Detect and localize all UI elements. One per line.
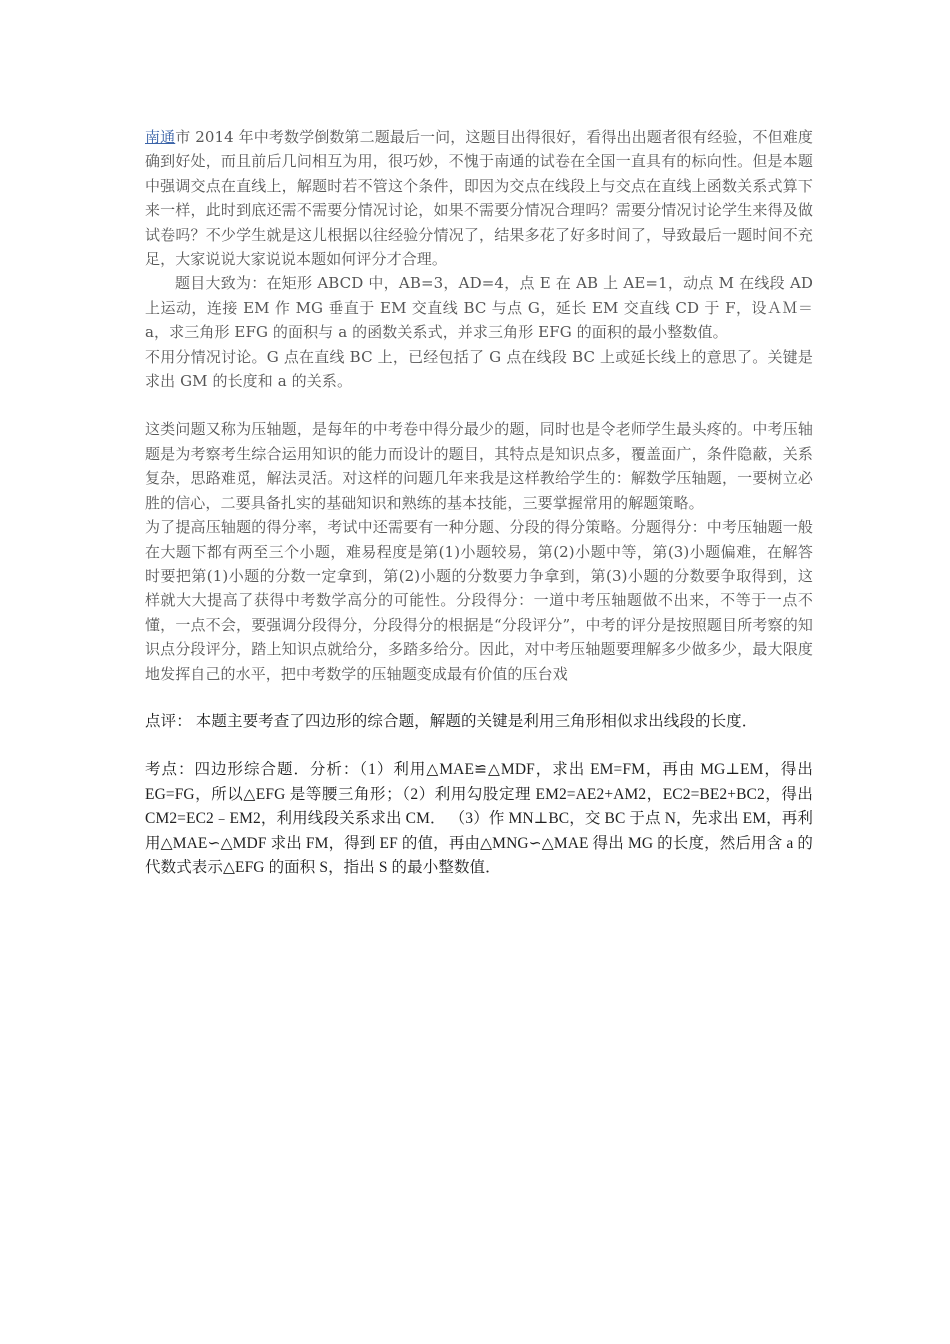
spacer (145, 686, 813, 710)
document-page (145, 125, 813, 880)
intro-paragraph (145, 125, 813, 271)
nantong-link[interactable]: 南通 (145, 128, 176, 146)
spacer (145, 734, 813, 758)
problem-paragraph: 题目大致为：在矩形 ABCD 中，AB=3，AD=4，点 E 在 AB 上 AE=1，动点 M 在线段 AD 上运动，连接 EM 作 MG 垂直于 EM 交直线 BC 与点 G，延长 EM 交直线 CD 于 F，设ＡＭ＝a，求三角形 EFG 的面积与 a 的函数关系式，并求三角形 EFG 的面积的最小整数值。 (145, 274, 813, 342)
intro-text: 市 2014 年中考数学倒数第二题最后一问，这题目出得很好，看得出出题者很有经验，不但难度确到好处，而且前后几问相互为用，很巧妙，不愧于南通的试卷在全国一直具有的标向性。但是本题中强调交点在直线上，解题时若不管这个条件，即因为交点在线段上与交点在直线上函数关系式算下来一样，此时到底还需不需要分情况讨论，如果不需要分情况合理吗？需要分情况讨论学生来得及做试卷吗？不少学生就是这儿根据以往经验分情况了，结果多花了好多时间了，导致最后一题时间不充足，大家说说大家说说本题如何评分才合理。 (145, 128, 813, 269)
spacer (145, 393, 813, 417)
comment-paragraph: 点评： 本题主要考查了四边形的综合题，解题的关键是利用三角形相似求出线段的长度． (145, 712, 758, 730)
strategy-paragraph-2: 为了提高压轴题的得分率，考试中还需要有一种分题、分段的得分策略。分题得分：中考压轴题一般在大题下都有两至三个小题，难易程度是第(1)小题较易，第(2)小题中等，第(3)小题偏难，在解答时要把第(1)小题的分数一定拿到，第(2)小题的分数要力争拿到，第(3)小题的分数要争取得到，这样就大大提高了获得中考数学高分的可能性。分段得分：一道中考压轴题做不出来，不等于一点不懂，一点不会，要强调分段得分，分段得分的根据是“分段评分”，中考的评分是按照题目所考察的知识点分段评分，踏上知识点就给分，多踏多给分。因此，对中考压轴题要理解多少做多少，最大限度地发挥自己的水平，把中考数学的压轴题变成最有价值的压台戏 (145, 518, 813, 683)
opinion-paragraph: 不用分情况讨论。G 点在直线 BC 上，已经包括了 G 点在线段 BC 上或延长线上的意思了。关键是求出 GM 的长度和 a 的关系。 (145, 347, 813, 391)
strategy-paragraph-1: 这类问题又称为压轴题，是每年的中考卷中得分最少的题，同时也是令老师学生最头疼的。中考压轴题是为考察考生综合运用知识的能力而设计的题目，其特点是知识点多，覆盖面广，条件隐蔽，关系复杂，思路难觅，解法灵活。对这样的问题几年来我是这样教给学生的：解数学压轴题，一要树立必胜的信心，二要具备扎实的基础知识和熟练的基本技能，三要掌握常用的解题策略。 (145, 420, 813, 512)
analysis-paragraph: 考点：四边形综合题．分析：（1）利用△MAE≌△MDF，求出 EM=FM，再由 MG⊥EM，得出 EG=FG，所以△EFG 是等腰三角形；（2）利用勾股定理 EM2=AE2+AM2，EC2=BE2+BC2，得出 CM2=EC2﹣EM2，利用线段关系求出 CM． （3）作 MN⊥BC，交 BC 于点 N，先求出 EM，再利用△MAE∽△MDF 求出 FM，得到 EF 的值，再由△MNG∽△MAE 得出 MG 的长度，然后用含 a 的代数式表示△EFG 的面积 S，指出 S 的最小整数值． (145, 761, 813, 876)
